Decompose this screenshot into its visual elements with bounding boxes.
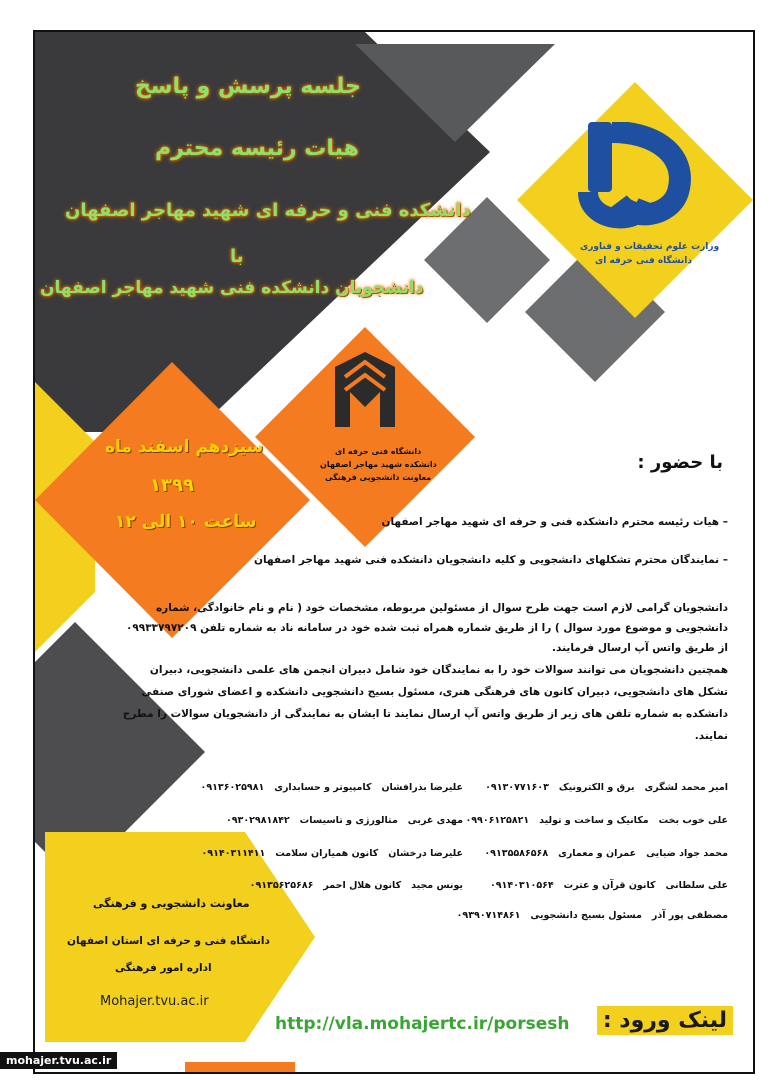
ministry-logo-line-1: وزارت علوم تحقیقات و فناوری bbox=[580, 242, 720, 252]
link-url[interactable]: http://vla.mohajertc.ir/porsesh bbox=[275, 1014, 570, 1034]
contact-role: کانون همیاران سلامت bbox=[275, 848, 379, 859]
contact-role: برق و الکترونیک bbox=[558, 782, 635, 793]
contact-right-4 bbox=[457, 910, 728, 921]
contact-phone: ۰۹۱۳۰۷۷۱۶۰۳ bbox=[485, 782, 549, 793]
contact-right-0 bbox=[485, 782, 728, 793]
header-line-2: هیات رئیسه محترم bbox=[155, 136, 359, 161]
contact-role: مکانیک و ساخت و تولید bbox=[539, 815, 649, 826]
contact-phone: ۰۹۳۹۰۷۱۴۸۶۱ bbox=[456, 910, 521, 921]
contact-phone: ۰۹۳۰۲۹۸۱۸۴۲ bbox=[225, 815, 290, 826]
date-day: سیزدهم اسفند ماه bbox=[105, 437, 264, 457]
contact-right-1 bbox=[465, 815, 728, 826]
contact-right-3 bbox=[490, 880, 728, 891]
header-line-5: دانشجویان دانشکده فنی شهید مهاجر اصفهان bbox=[40, 278, 424, 298]
footer-line-3: اداره امور فرهنگی bbox=[115, 962, 212, 974]
contact-right-2 bbox=[484, 848, 728, 859]
college-logo-line-3: معاونت دانشجویی فرهنگی bbox=[325, 473, 432, 482]
contact-phone: ۰۹۱۳۵۶۲۵۶۸۶ bbox=[249, 880, 314, 891]
orange-bottom-strip bbox=[185, 1062, 295, 1072]
date-time: ساعت ۱۰ الی ۱۲ bbox=[115, 512, 257, 532]
contact-role: متالورژی و تاسیسات bbox=[299, 815, 398, 826]
contact-phone: ۰۹۱۳۶۰۲۵۹۸۱ bbox=[200, 782, 265, 793]
contact-left-1 bbox=[226, 815, 463, 826]
college-logo-line-2: دانشکده شهید مهاجر اصفهان bbox=[320, 460, 437, 469]
paragraph-line-4: همچنین دانشجویان می توانند سوالات خود را به نمایندگان خود شامل دبیران انجمن های علمی دانشجویی، دبیران bbox=[149, 664, 728, 676]
contact-left-2 bbox=[202, 848, 464, 859]
college-logo-line-1: دانشگاه فنی حرفه ای bbox=[335, 447, 422, 456]
header-line-3: دانشکده فنی و حرفه ای شهید مهاجر اصفهان bbox=[65, 200, 471, 221]
contact-name: علیرضا بذرافشان bbox=[381, 782, 463, 793]
paragraph-line-3: از طریق واتس آپ ارسال فرمایند. bbox=[552, 642, 728, 654]
paragraph-line-6: دانشکده به شماره تلفن های زیر از طریق واتس آپ ارسال نمایند تا ایشان به نمایندگی از دانشجویان سوالات را مطرح bbox=[122, 708, 728, 720]
contact-left-0 bbox=[201, 782, 463, 793]
contact-phone: ۰۹۱۴۰۳۱۰۵۶۴ bbox=[489, 880, 554, 891]
contact-name: محمد جواد ضیایی bbox=[646, 848, 728, 859]
contact-role: کانون قرآن و عترت bbox=[563, 880, 656, 891]
contact-name: یونس مجید bbox=[411, 880, 463, 891]
paragraph-line-5: تشکل های دانشجویی، دبیران کانون های فرهنگی هنری، مسئول بسیج دانشجویی دانشکده و اعضای شورای صنفی bbox=[141, 686, 728, 698]
contact-name: علی سلطانی bbox=[665, 880, 728, 891]
contact-name: مصطفی پور آذر bbox=[651, 910, 728, 921]
contact-name: امیر محمد لشگری bbox=[644, 782, 728, 793]
poster bbox=[33, 30, 755, 1074]
contact-left-3 bbox=[250, 880, 463, 891]
ministry-logo-line-2: دانشگاه فنی حرفه ای bbox=[595, 256, 693, 266]
college-emblem-icon bbox=[325, 352, 405, 432]
attendance-item-2: – نمایندگان محترم تشکلهای دانشجویی و کلیه دانشجویان دانشکده فنی شهید مهاجر اصفهان bbox=[254, 554, 728, 566]
contact-phone: ۰۹۱۳۵۵۸۶۵۶۸ bbox=[484, 848, 549, 859]
attendance-title: با حضور : bbox=[637, 452, 723, 473]
paragraph-line-2: دانشجویی و موضوع مورد سوال ) را از طریق شماره همراه ثبت شده خود در سامانه ناد به شماره تلفن ۰۹۹۳۳۷۹۷۲۰۹ bbox=[125, 622, 728, 634]
link-label: لینک ورود : bbox=[597, 1006, 733, 1035]
header-line-4: با bbox=[230, 246, 244, 267]
footer-line-1: معاونت دانشجویی و فرهنگی bbox=[93, 897, 250, 910]
footer-line-2: دانشگاه فنی و حرفه ای استان اصفهان bbox=[67, 935, 270, 947]
contact-role: کامپیوتر و حسابداری bbox=[274, 782, 372, 793]
contact-role: عمران و معماری bbox=[558, 848, 637, 859]
paragraph-line-7: نمایند. bbox=[694, 730, 728, 742]
contact-phone: ۰۹۹۰۶۱۲۵۸۲۱ bbox=[465, 815, 530, 826]
attendance-item-1: – هیات رئیسه محترم دانشکده فنی و حرفه ای شهید مهاجر اصفهان bbox=[381, 516, 728, 528]
contact-name: مهدی غربی bbox=[407, 815, 463, 826]
contact-phone: ۰۹۱۴۰۳۱۱۴۱۱ bbox=[201, 848, 266, 859]
watermark: mohajer.tvu.ac.ir bbox=[0, 1052, 117, 1069]
contact-name: علیرضا درخشان bbox=[388, 848, 463, 859]
header-line-1: جلسه پرسش و پاسخ bbox=[135, 74, 361, 99]
footer-url[interactable]: Mohajer.tvu.ac.ir bbox=[100, 994, 209, 1009]
contact-role: مسئول بسیج دانشجویی bbox=[530, 910, 642, 921]
contact-name: علی خوب بخت bbox=[658, 815, 728, 826]
ministry-logo-icon bbox=[578, 122, 698, 232]
contact-role: کانون هلال احمر bbox=[323, 880, 402, 891]
date-year: ۱۳۹۹ bbox=[150, 475, 194, 496]
paragraph-line-1: دانشجویان گرامی لازم است جهت طرح سوال از مسئولین مربوطه، مشخصات خود ( نام و نام خانوادگی، شماره bbox=[155, 602, 728, 614]
